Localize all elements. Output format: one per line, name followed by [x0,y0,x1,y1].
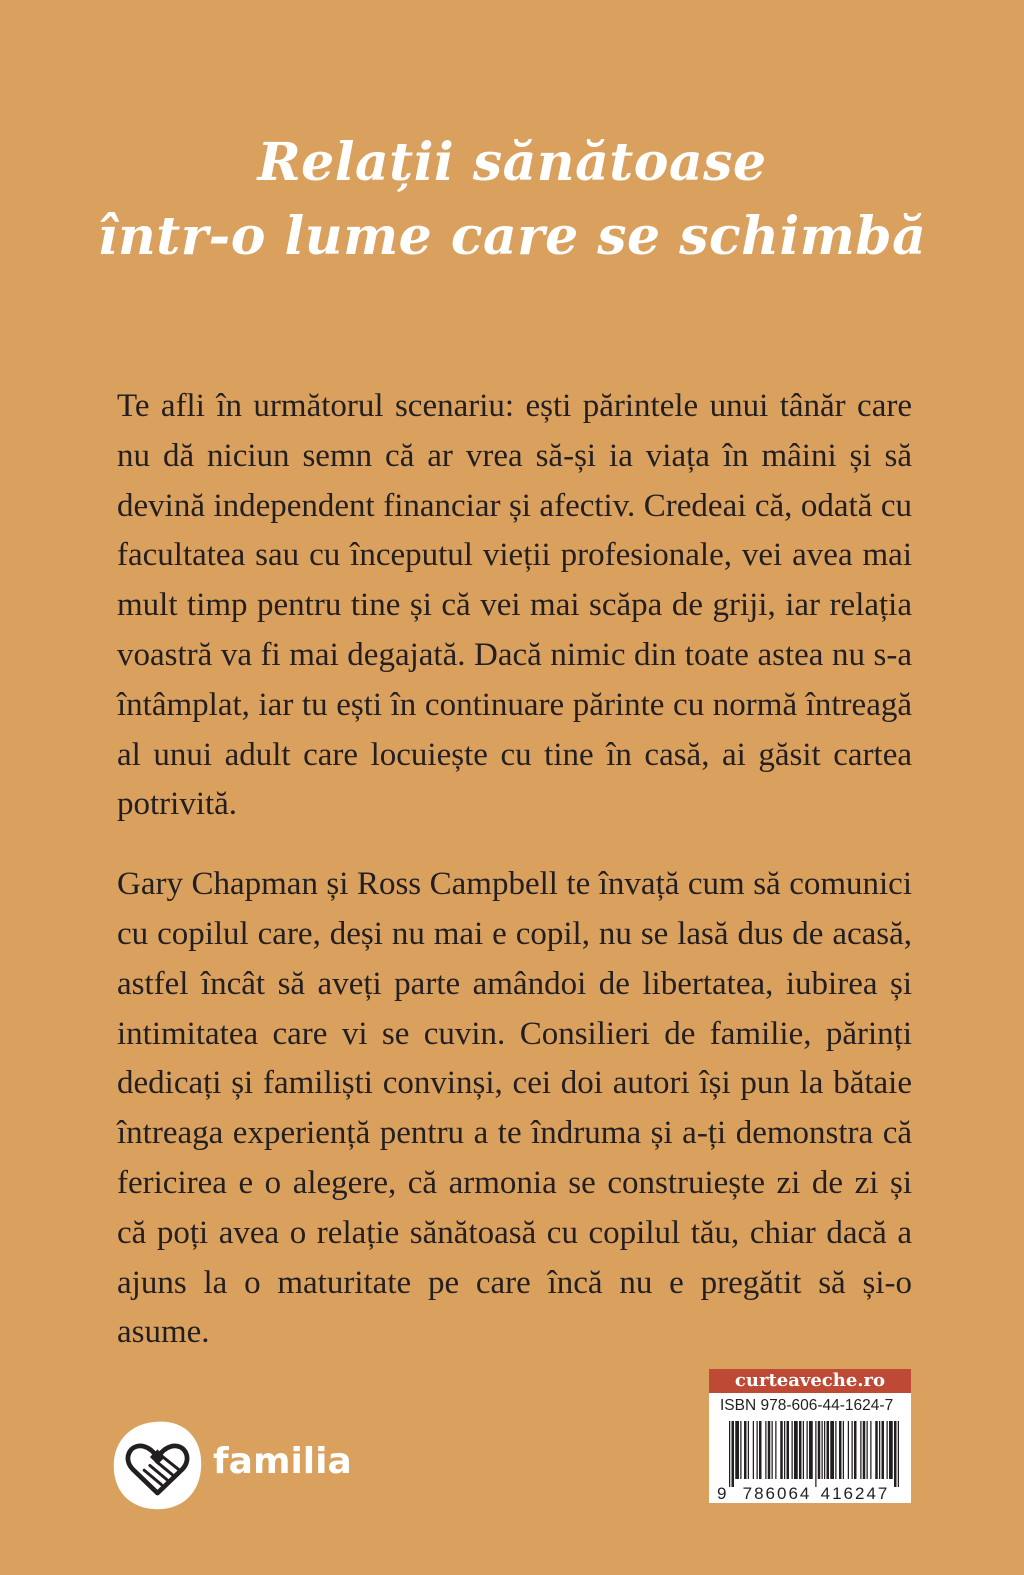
barcode-bar [807,1421,808,1479]
logo-blob [114,1422,201,1510]
barcode-bar [822,1421,823,1479]
barcode-bar [735,1421,739,1479]
barcode-bar [863,1421,866,1479]
barcode-bar [843,1421,844,1479]
barcode-bar [898,1421,899,1487]
barcode-bar [772,1421,773,1479]
barcode-bar [753,1421,754,1479]
barcode-bar [889,1421,893,1479]
barcode [715,1421,905,1501]
barcode-bar [780,1421,783,1479]
barcode-bar [765,1421,766,1479]
blurb [117,382,912,1388]
barcode-right-digits: 416247 [820,1484,890,1501]
barcode-bar [744,1421,747,1479]
barcode-bar [875,1421,878,1479]
barcode-bar [848,1421,849,1479]
barcode-bar [809,1421,813,1479]
barcode-bar [748,1421,749,1479]
barcode-bar [815,1421,816,1487]
barcode-bar [860,1421,861,1479]
barcode-bar [824,1421,825,1479]
barcode-bar [882,1421,885,1479]
barcode-bar [854,1421,857,1479]
barcode-bar [887,1421,888,1479]
blurb-paragraph-2: Gary Chapman și Ross Campbell te învață cum să comunici cu copilul care, deși nu mai e copil, nu se lasă dus de acasă, astfel încât să aveți parte amândoi de libertatea, iubirea și intimitatea care vi se cuvin. Consilieri de familie, părinți dedicați și familiști convinși, cei doi autori își pun la bătaie întreaga experiență pentru a te îndruma și a-ți demonstra că fericirea e o alegere, că armonia se construiește zi de zi și că poți avea o relație sănătoasă cu copilul tău, chiar dacă a ajuns la o maturitate pe care încă nu e pregătit să și-o asume. [117,866,912,1351]
barcode-bar [818,1421,821,1479]
cover-title-line-2: într-o lume care se schimbă [97,206,927,267]
barcode-bar [879,1421,880,1479]
heart-book-icon [110,1418,205,1513]
barcode-bar [768,1421,771,1479]
imprint-name: familia [213,1441,352,1482]
cover-title [0,126,1024,274]
barcode-bar [794,1421,798,1479]
barcode-bar [894,1421,897,1487]
publisher-logo [110,1418,352,1518]
barcode-bar [740,1421,741,1479]
cover-title-line-1: Relații sănătoase [257,132,767,193]
barcode-bar [852,1421,853,1479]
barcode-bar [784,1421,785,1479]
barcode-bar [830,1421,834,1479]
barcode-left-digits: 786064 [742,1484,812,1501]
barcode-bars [729,1421,899,1487]
website-label: curteaveche.ro [709,1369,911,1393]
barcode-bar [839,1421,842,1479]
barcode-bar [792,1421,793,1479]
barcode-bar [729,1421,730,1487]
barcode-bar [732,1421,735,1487]
barcode-bar [799,1421,802,1479]
barcode-bar [867,1421,868,1479]
barcode-bar [803,1421,804,1479]
barcode-bar [775,1421,776,1479]
isbn-text: ISBN 978-606-44-1624-7 [720,1397,894,1414]
barcode-bar [870,1421,871,1479]
barcode-bar [757,1421,758,1479]
barcode-bar [827,1421,830,1479]
barcode-first-digit: 9 [717,1484,727,1501]
blurb-paragraph-1: Te afli în următorul scenariu: ești părintele unui tânăr care nu dă niciun semn că ar vrea să-și ia viața în mâini și să devină independent financiar și afectiv. Credeai că, odată cu facultatea sau cu începutul vieții profesionale, vei avea mai mult timp pentru tine și că vei mai scăpa de griji, iar relația voastră va fi mai degajată. Dacă nimic din toate astea nu s-a întâmplat, iar tu ești în continuare părinte cu normă întreagă al unui adult care locuiește cu tine în casă, ai găsit cartea potrivită. [117,388,912,823]
barcode-bar [835,1421,836,1479]
barcode-bar [759,1421,762,1479]
barcode-bar [787,1421,790,1479]
isbn-box [709,1369,911,1503]
